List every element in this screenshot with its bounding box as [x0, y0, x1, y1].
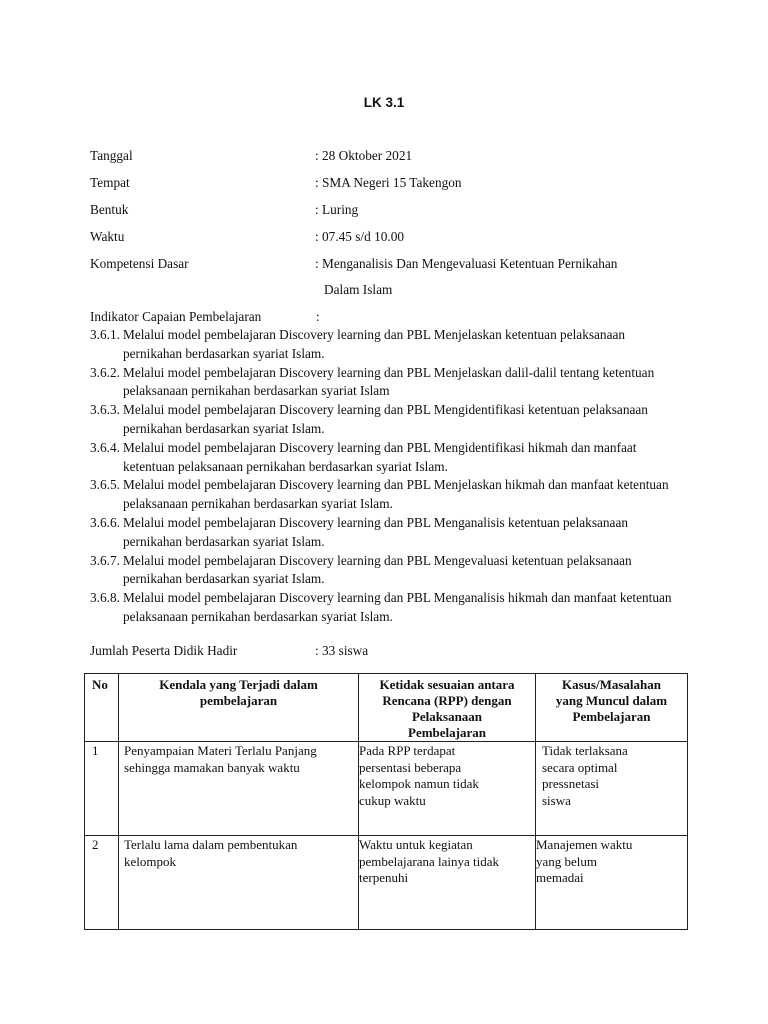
indikator-text-line1: Melalui model pembelajaran Discovery learning dan PBL Mengidentifikasi ketentuan pelaksanaan — [123, 402, 648, 418]
cell-kasus — [536, 742, 688, 836]
indikator-item — [90, 476, 700, 514]
cell-kendala — [119, 836, 359, 930]
cell-line: sehingga mamakan banyak waktu — [124, 759, 300, 775]
indikator-text-line1: Melalui model pembelajaran Discovery learning dan PBL Mengevaluasi ketentuan pelaksanaan — [123, 552, 632, 568]
indikator-text-line2: pernikahan berdasarkan syariat Islam. — [123, 571, 325, 587]
header-ketidaksesuaian — [359, 674, 536, 742]
cell-line: secara optimal — [542, 759, 618, 775]
indikator-heading-label: Indikator Capaian Pembelajaran — [90, 309, 262, 324]
cell-line: Tidak terlaksana — [542, 743, 628, 758]
jumlah-peserta-row — [90, 642, 369, 660]
cell-kasus — [536, 836, 688, 930]
indikator-number: 3.6.8. — [90, 590, 120, 606]
header-line: Pembelajaran — [408, 725, 486, 740]
cell-no: 1 — [85, 742, 119, 836]
indikator-text-line2: pernikahan berdasarkan syariat Islam. — [123, 345, 325, 361]
indikator-text-line2: ketentuan pelaksanaan pernikahan berdasarkan syariat Islam. — [123, 458, 448, 474]
cell-line: siswa — [542, 792, 571, 808]
indikator-number: 3.6.7. — [90, 552, 120, 568]
cell-line: pressnetasi — [542, 776, 600, 791]
indikator-heading — [90, 308, 320, 325]
indikator-number: 3.6.2. — [90, 364, 120, 380]
indikator-item — [90, 401, 700, 439]
indikator-item — [90, 514, 700, 552]
indikator-item — [90, 364, 700, 402]
cell-line: Waktu untuk kegiatan — [359, 837, 473, 852]
cell-line: terpenuhi — [359, 870, 409, 885]
cell-line: persentasi beberapa — [359, 759, 462, 775]
table-header-row — [85, 674, 688, 742]
cell-line: Pada RPP terdapat — [359, 743, 456, 758]
indikator-item — [90, 552, 700, 590]
header-line: pembelajaran — [199, 693, 278, 708]
kendala-table — [84, 673, 688, 930]
cell-line: memadai — [536, 870, 584, 885]
info-label: Kompetensi Dasar — [90, 256, 189, 271]
header-line: Pelaksanaan — [411, 709, 483, 724]
indikator-item — [90, 326, 700, 364]
header-line: Pembelajaran — [572, 709, 651, 724]
jumlah-peserta-label: Jumlah Peserta Didik Hadir — [90, 643, 238, 658]
table-row — [85, 742, 688, 836]
kompetensi-dasar-continuation: Dalam Islam — [324, 282, 393, 297]
indikator-text-line2: pernikahan berdasarkan syariat Islam. — [123, 533, 325, 549]
table-row — [85, 836, 688, 930]
indikator-text-line2: pernikahan berdasarkan syariat Islam. — [123, 420, 325, 436]
indikator-text-line1: Melalui model pembelajaran Discovery learning dan PBL Menjelaskan hikmah dan manfaat ketentuan — [123, 477, 669, 493]
indikator-text-line1: Melalui model pembelajaran Discovery learning dan PBL Menjelaskan dalil-dalil tentang ketentuan — [123, 364, 655, 380]
cell-ketidaksesuaian — [359, 742, 536, 836]
info-value: : 28 Oktober 2021 — [315, 148, 413, 163]
info-label: Waktu — [90, 229, 125, 244]
header-no — [85, 674, 119, 742]
header-kasus — [536, 674, 688, 742]
info-value: : Luring — [315, 202, 359, 217]
cell-line: Manajemen waktu — [536, 837, 633, 852]
indikator-text-line2: pelaksanaan pernikahan berdasarkan syariat Islam. — [123, 608, 393, 624]
cell-line: kelompok namun tidak — [359, 776, 479, 791]
cell-line: yang belum — [536, 853, 598, 869]
cell-kendala — [119, 742, 359, 836]
header-line: yang Muncul dalam — [555, 693, 668, 708]
cell-line: Terlalu lama dalam pembentukan — [124, 837, 298, 852]
info-label: Bentuk — [90, 202, 129, 217]
cell-no: 2 — [85, 836, 119, 930]
indikator-text-line2: pelaksanaan pernikahan berdasarkan syariat Islam. — [123, 496, 393, 512]
indikator-list — [90, 326, 700, 627]
info-value: : Menganalisis Dan Mengevaluasi Ketentuan Pernikahan — [315, 256, 618, 271]
header-line: No — [92, 677, 108, 692]
cell-line: Penyampaian Materi Terlalu Panjang — [124, 743, 317, 758]
cell-line: kelompok — [124, 853, 176, 869]
header-line: Rencana (RPP) dengan — [382, 693, 512, 708]
header-line: Kendala yang Terjadi dalam — [159, 677, 318, 692]
indikator-text-line1: Melalui model pembelajaran Discovery learning dan PBL Mengidentifikasi hikmah dan manfaat — [123, 439, 637, 455]
indikator-number: 3.6.3. — [90, 402, 120, 418]
indikator-number: 3.6.5. — [90, 477, 120, 493]
cell-line: cukup waktu — [359, 792, 426, 808]
indikator-number: 3.6.4. — [90, 439, 120, 455]
indikator-text-line1: Melalui model pembelajaran Discovery learning dan PBL Menganalisis hikmah dan manfaat ketentuan — [123, 590, 672, 606]
info-value: : 07.45 s/d 10.00 — [315, 229, 405, 244]
cell-line: pembelajarana lainya tidak — [359, 853, 500, 869]
indikator-text-line1: Melalui model pembelajaran Discovery learning dan PBL Menganalisis ketentuan pelaksanaan — [123, 514, 628, 530]
indikator-text-line1: Melalui model pembelajaran Discovery learning dan PBL Menjelaskan ketentuan pelaksanaan — [123, 327, 626, 342]
header-line: Ketidak sesuaian antara — [379, 677, 515, 692]
info-label: Tanggal — [90, 148, 133, 163]
cell-ketidaksesuaian — [359, 836, 536, 930]
info-value: : SMA Negeri 15 Takengon — [315, 175, 462, 190]
jumlah-peserta-value: : 33 siswa — [315, 643, 369, 658]
header-kendala — [119, 674, 359, 742]
indikator-number: 3.6.6. — [90, 514, 120, 530]
indikator-item — [90, 589, 700, 627]
indikator-item — [90, 439, 700, 477]
header-line: Kasus/Masalahan — [562, 677, 661, 692]
indikator-text-line2: pelaksanaan pernikahan berdasarkan syariat Islam — [123, 383, 390, 399]
document-title: LK 3.1 — [363, 95, 405, 110]
indikator-number: 3.6.1. — [90, 327, 120, 342]
info-label: Tempat — [90, 175, 130, 190]
indikator-heading-colon: : — [316, 309, 320, 324]
